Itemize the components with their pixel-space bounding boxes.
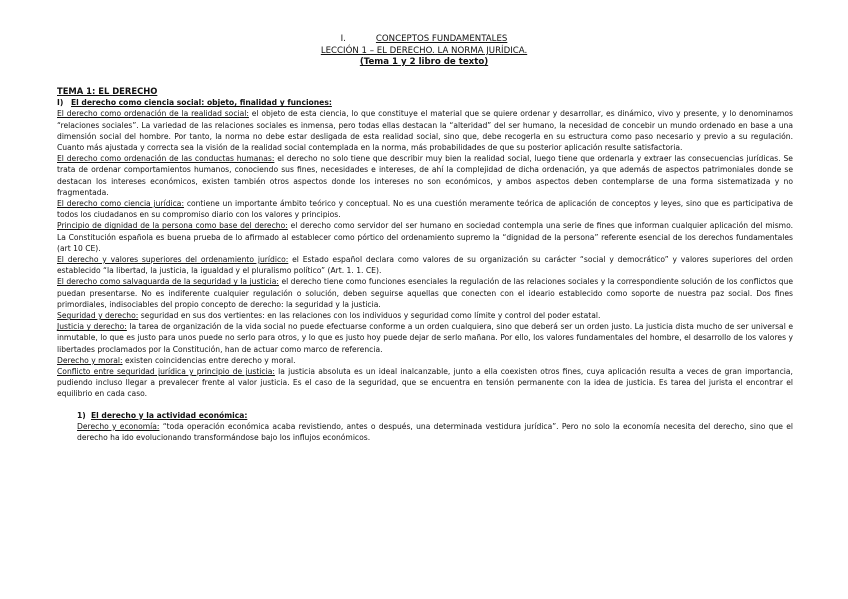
paragraph: Conflicto entre seguridad jurídica y principio de justicia: la justicia absoluta es un ideal inalcanzable, junto a ella coexisten otros fines, cuya aplicación resulta a veces de gran importancia, pudiendo incluso llegar a prevalecer frente al valor justicia. Es el caso de la seguridad, que se encuentra en tensión permanente con la idea de justicia. Es tarea del jurista el encontrar el equilibrio en cada caso. bbox=[57, 367, 793, 399]
paragraph: Derecho y moral: existen coincidencias entre derecho y moral. bbox=[57, 355, 296, 365]
section-heading-economy: 1) El derecho y la actividad económica: bbox=[77, 410, 248, 420]
paragraph: El derecho como ordenación de las conductas humanas: el derecho no solo tiene que describir muy bien la realidad social, luego tiene que ordenarla y extraer las consecuencias jurídicas. Se trata de ordenar comportamientos humanos, conociendo sus fines, necesidades e intereses, de ahí la complejidad de dicha ordenación, ya que además de aspectos patrimoniales donde se destacan los intereses económicos, existen también otros aspectos donde los intereses no son económicos, y ambos aspectos deben contemplarse de una forma sistematizada y no fragmentada. bbox=[57, 154, 793, 197]
document-header bbox=[0, 34, 848, 69]
document-body bbox=[57, 86, 793, 443]
paragraph: El derecho como ordenación de la realidad social: el objeto de esta ciencia, lo que constituye el material que se quiere ordenar y desarrollar, es dinámico, vivo y presente, y lo denominamos “relaciones sociales”. La variedad de las relaciones sociales es inmensa, pero todas ellas destacan la “alteridad” del ser humano, la necesidad de concebir un mundo ordenado en base a una dimensión social del hombre. Por tanto, la norma no debe estar desligada de esta realidad social, sino que, debe recogerla en su estructura como paso necesario y previo a su regulación. Cuanto más ajustada y correcta sea la visión de la realidad social contemplada en la norma, más probabilidades de que su posterior aplicación resulte satisfactoria. bbox=[57, 109, 793, 153]
paragraph: El derecho y valores superiores del ordenamiento jurídico: el Estado español declara como valores de su organización su carácter “social y democrático” y valores superiores del orden establecido “la libertad, la justicia, la igualdad y el pluralismo político” (Art. 1. 1. CE). bbox=[57, 255, 793, 276]
paragraph: Seguridad y derecho: seguridad en sus dos vertientes: en las relaciones con los individuos y seguridad como límite y control del poder estatal. bbox=[57, 311, 601, 321]
paragraph: Justicia y derecho: la tarea de organización de la vida social no puede efectuarse conforme a un orden cualquiera, sino que deberá ser un orden justo. La justicia dista mucho de ser universal e inmutable, lo que es justo para unos puede no serlo para otros, y lo que es justo hoy puede dejar de serlo mañana. Por ello, los valores fundamentales del hombre, el desarrollo de los valores y libertades proclamados por la Constitución, han de actuar como marco de referencia. bbox=[57, 322, 793, 354]
lesson-title: LECCIÓN 1 – EL DERECHO. LA NORMA JURÍDICA. bbox=[320, 45, 528, 56]
paragraph: Principio de dignidad de la persona como base del derecho: el derecho como servidor del ser humano en sociedad contempla una serie de fines que informan cualquier aplicación del mismo. La Constitución española es buena prueba de lo afirmado al establecer como pórtico del ordenamiento supremo la “dignidad de la persona” referente esencial de los derechos fundamentales (art 10 CE). bbox=[57, 221, 794, 253]
textbook-reference: (Tema 1 y 2 libro de texto) bbox=[359, 57, 489, 67]
chapter-title: I. CONCEPTOS FUNDAMENTALES bbox=[340, 34, 508, 44]
chapter-number: I. bbox=[340, 34, 346, 44]
section-heading: I) El derecho como ciencia social: objeto, finalidad y funciones: bbox=[57, 98, 332, 108]
paragraph-economy: Derecho y economía: “toda operación económica acaba revistiendo, antes o después, una determinada vestidura jurídica”. Pero no solo la economía necesita del derecho, sino que el derecho ha ido evolucionando transformándose bajo los influjos económicos. bbox=[77, 421, 793, 443]
paragraph: El derecho como ciencia jurídica: contiene un importante ámbito teórico y conceptual. No es una cuestión meramente teórica de aplicación de conceptos y leyes, sino que es participativa de todos los ciudadanos en su compromiso diario con los valores y principios. bbox=[57, 199, 793, 220]
topic-heading: TEMA 1: EL DERECHO bbox=[57, 86, 158, 96]
paragraph: El derecho como salvaguarda de la seguridad y la justicia: el derecho tiene como funciones esenciales la regulación de las relaciones sociales y la correspondiente solución de los conflictos que puedan presentarse. No es indiferente cualquier regulación o solución, deben seguirse aquellas que conecten con el ideario establecido como soporte de nuestra paz social. Dos fines primordiales, indisociables del propio concepto de derecho: la seguridad y la justicia. bbox=[57, 277, 793, 309]
